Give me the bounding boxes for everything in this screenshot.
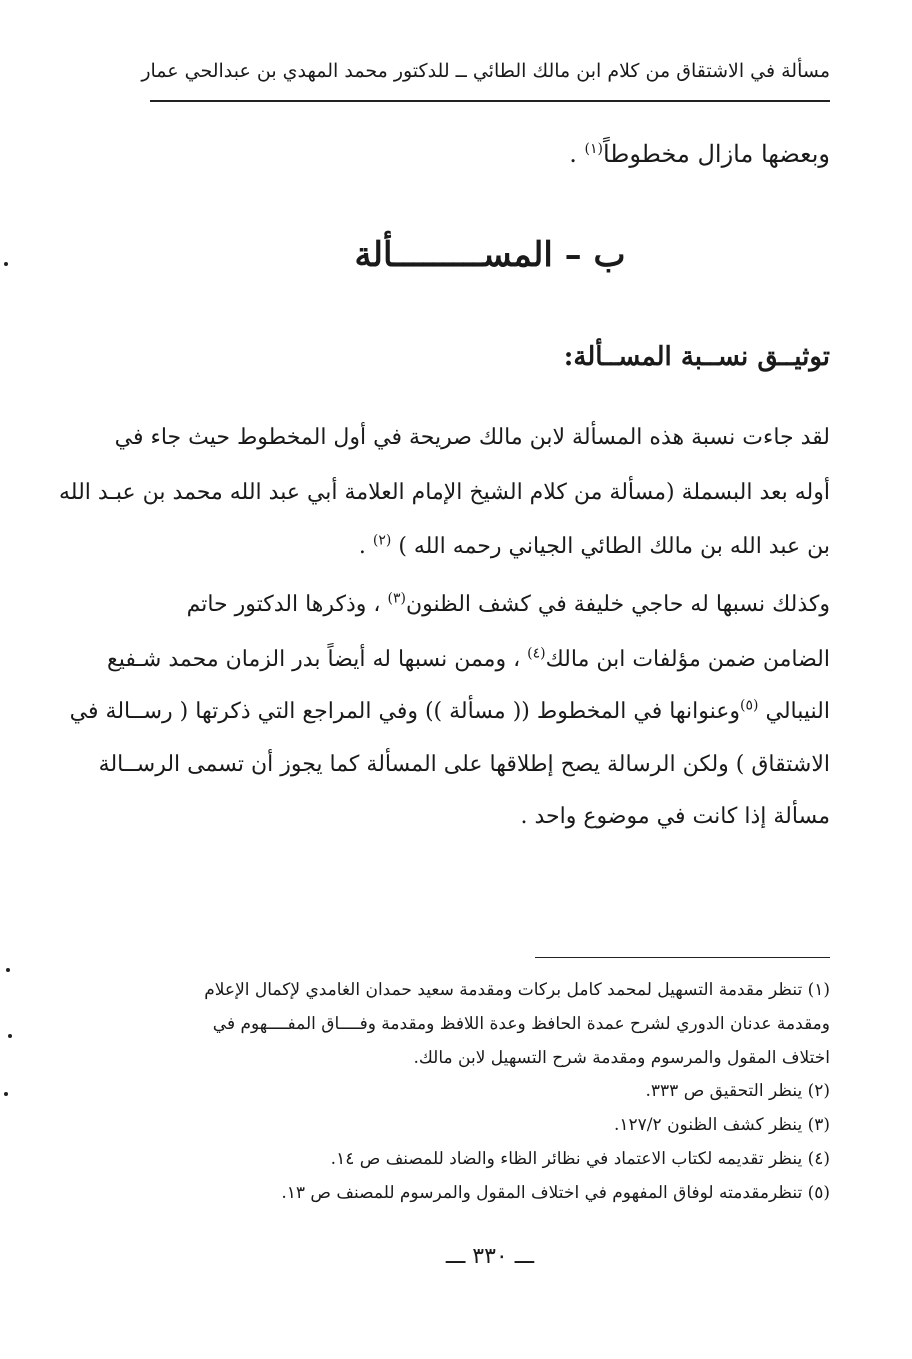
paragraph1-line2: أوله بعد البسملة (مسألة من كلام الشيخ الإمام العلامة أبي عبد الله محمد بن عبـد الله <box>59 480 830 505</box>
footnote-rule <box>535 957 830 958</box>
paragraph2-line2-b: ، وممن نسبها له أيضاً بدر الزمان محمد شـفيع <box>107 647 521 672</box>
paragraph1-line3-text: بن عبد الله بن مالك الطائي الجياني رحمه الله ) <box>398 534 830 559</box>
paragraph2-line1-a: وكذلك نسبها له حاجي خليفة في كشف الظنون <box>405 592 830 617</box>
paragraph2-line1 <box>187 590 830 620</box>
footnote-ref-4[interactable]: (٤) <box>527 645 546 662</box>
page-number: ـــ ٣٣٠ ـــ <box>445 1244 535 1269</box>
paragraph2-line3 <box>70 697 830 727</box>
section-title: ب – المســـــــــألة <box>354 235 626 275</box>
footnote-4: (٤) ينظر تقديمه لكتاب الاعتماد في نظائر الظاء والضاد للمصنف ص ١٤. <box>330 1149 830 1169</box>
header-rule <box>150 100 830 102</box>
subheading: توثيــق نســبة المســألة: <box>563 342 830 372</box>
opening-line <box>569 140 830 168</box>
paragraph2-line3-b: وعنوانها في المخطوط (( مسألة )) وفي المراجع التي ذكرتها ( رســالة في <box>69 699 741 724</box>
paragraph2-line4: الاشتقاق ) ولكن الرسالة يصح إطلاقها على المسألة كما يجوز أن تسمى الرســالة <box>98 752 830 777</box>
scan-mark <box>4 262 8 266</box>
paragraph2-line3-a: النيبالي <box>765 699 830 724</box>
footnote-1-line1: (١) تنظر مقدمة التسهيل لمحمد كامل بركات ومقدمة سعيد حمدان الغامدي لإكمال الإعلام <box>204 980 830 1000</box>
running-head: مسألة في الاشتقاق من كلام ابن مالك الطائي ــ للدكتور محمد المهدي بن عبدالحي عمار <box>141 60 830 82</box>
footnote-ref-5[interactable]: (٥) <box>740 697 759 714</box>
paragraph2-line2 <box>107 645 830 675</box>
footnote-1-line2: ومقدمة عدنان الدوري لشرح عمدة الحافظ وعدة اللافظ ومقدمة وفــــاق المفــــهوم في <box>212 1014 830 1034</box>
paragraph1-line1: لقد جاءت نسبة هذه المسألة لابن مالك صريحة في أول المخطوط حيث جاء في <box>114 425 830 450</box>
scan-mark <box>4 1092 8 1096</box>
footnote-5: (٥) تنظرمقدمته لوفاق المفهوم في اختلاف المقول والمرسوم للمصنف ص ١٣. <box>281 1183 830 1203</box>
footnote-2: (٢) ينظر التحقيق ص ٣٣٣. <box>645 1081 830 1101</box>
opening-tail: . <box>569 140 577 168</box>
footnote-ref-3[interactable]: (٣) <box>387 590 406 607</box>
footnote-ref-1[interactable]: (١) <box>584 141 603 157</box>
footnote-1-line3: اختلاف المقول والمرسوم ومقدمة شرح التسهيل لابن مالك. <box>413 1048 830 1068</box>
paragraph1-line3-tail: . <box>358 534 366 559</box>
paragraph2-line1-b: ، وذكرها الدكتور حاتم <box>186 592 381 617</box>
footnote-ref-2[interactable]: (٢) <box>372 532 392 549</box>
paragraph2-line5: مسألة إذا كانت في موضوع واحد . <box>520 804 830 829</box>
scan-mark <box>6 968 10 972</box>
paragraph1-line3 <box>359 532 830 562</box>
opening-text: وبعضها مازال مخطوطاً <box>602 140 830 168</box>
footnote-3: (٣) ينظر كشف الظنون ١٢٧/٢. <box>614 1115 830 1135</box>
paragraph2-line2-a: الضامن ضمن مؤلفات ابن مالك <box>545 647 830 672</box>
scan-mark <box>8 1034 12 1038</box>
